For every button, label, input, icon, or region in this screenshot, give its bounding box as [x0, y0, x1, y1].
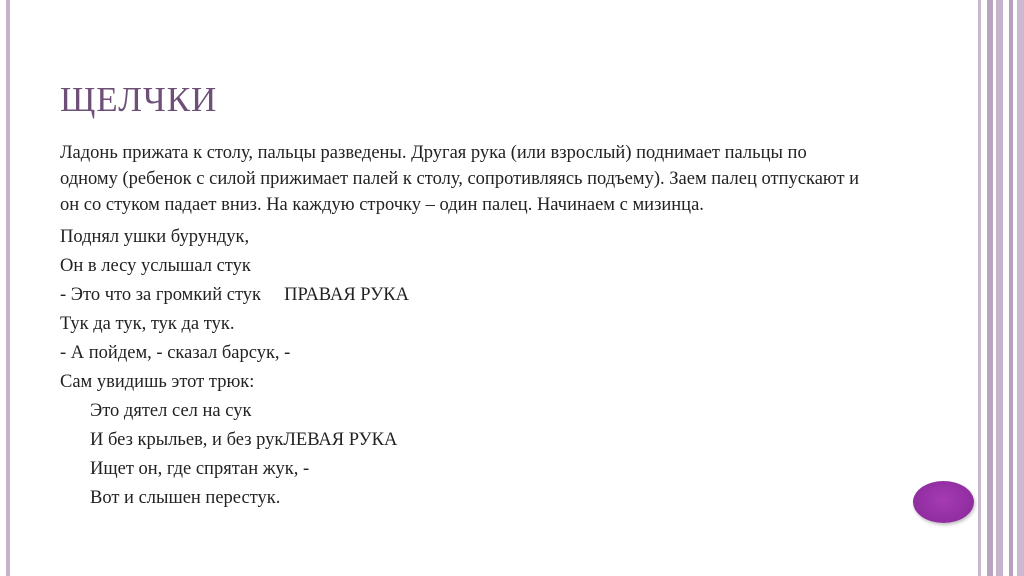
poem-line	[60, 340, 860, 369]
poem-line-text: Тук да тук, тук да тук.	[60, 314, 235, 334]
poem-line-text: Сам увидишь этот трюк:	[60, 372, 255, 392]
right-frame-stripe	[996, 0, 1003, 576]
poem-line	[60, 224, 860, 253]
slide-title: ЩЕЛЧКИ	[60, 80, 218, 119]
poem-line	[60, 311, 860, 340]
intro-paragraph: Ладонь прижата к столу, пальцы разведены. Другая рука (или взрослый) поднимает пальцы по одному (ребенок с силой прижимает палей к столу, сопротивляясь подъему). Заем палец отпускают и он со стуком падает вниз. На каждую строчку – один палец. Начинаем с мизинца.	[60, 143, 860, 215]
poem-line-text: - А пойдем, - сказал барсук, -	[60, 343, 291, 363]
poem-line	[60, 253, 860, 282]
left-hand-label: ЛЕВАЯ РУКА	[283, 430, 398, 450]
poem-line	[60, 369, 860, 398]
right-hand-label: ПРАВАЯ РУКА	[261, 285, 409, 305]
poem-line-text: Он в лесу услышал стук	[60, 256, 251, 276]
right-frame-stripe	[978, 0, 981, 576]
poem-line-text: Поднял ушки бурундук,	[60, 227, 250, 247]
poem-line	[60, 282, 860, 311]
poem-line	[60, 398, 860, 427]
right-frame-stripe	[987, 0, 993, 576]
right-frame-stripe	[1017, 0, 1024, 576]
poem-line	[60, 485, 860, 514]
right-frame-stripe	[1009, 0, 1013, 576]
left-frame-line	[6, 0, 10, 576]
poem-line	[60, 427, 860, 456]
poem-line-text: - Это что за громкий стук	[60, 285, 262, 305]
purple-circle-button[interactable]	[913, 481, 974, 523]
poem-line-text: Вот и слышен перестук.	[90, 488, 281, 508]
slide-body	[60, 140, 860, 514]
poem-line-text: Ищет он, где спрятан жук, -	[90, 459, 310, 479]
poem-line	[60, 456, 860, 485]
poem-line-text: Это дятел сел на сук	[90, 401, 252, 421]
poem-line-text: И без крыльев, и без рук	[90, 430, 284, 450]
